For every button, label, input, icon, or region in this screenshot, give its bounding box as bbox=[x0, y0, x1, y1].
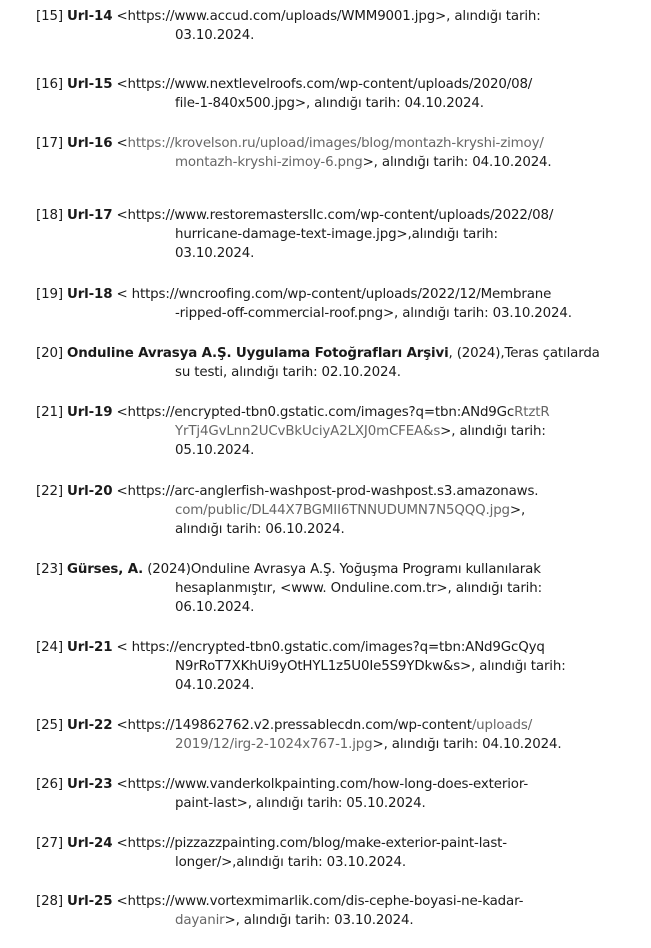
ref-url[interactable]: <https://www.nextlevelroofs.com/wp-content/uploads/2020/08/ bbox=[112, 77, 533, 92]
ref-text: >, alındığı tarih: 04.10.2024. bbox=[362, 155, 552, 170]
ref-url[interactable]: montazh-kryshi-zimoy-6.png bbox=[175, 155, 363, 170]
ref-label: Url-14 bbox=[67, 9, 113, 24]
ref-number: [22] bbox=[36, 484, 63, 499]
ref-label: Url-17 bbox=[67, 208, 113, 223]
ref-line: hurricane-damage-text-image.jpg>,alındığı tarih: bbox=[175, 227, 498, 242]
reference-entry bbox=[36, 638, 644, 695]
ref-url[interactable]: < https://wncroofing.com/wp-content/uploads/2022/12/Membrane bbox=[112, 287, 552, 302]
ref-number: [16] bbox=[36, 77, 63, 92]
ref-url[interactable]: <https://pizzazzpainting.com/blog/make-exterior-paint-last- bbox=[112, 836, 507, 851]
ref-label: Url-16 bbox=[67, 136, 113, 151]
ref-line: paint-last>, alındığı tarih: 05.10.2024. bbox=[175, 796, 426, 811]
ref-url[interactable]: <https://www.vanderkolkpainting.com/how-long-does-exterior- bbox=[112, 777, 529, 792]
ref-url[interactable]: dayanir bbox=[175, 913, 225, 928]
ref-line: 06.10.2024. bbox=[175, 600, 255, 615]
ref-url[interactable]: 2019/12/irg-2-1024x767-1.jpg bbox=[175, 737, 373, 752]
reference-entry bbox=[36, 403, 644, 460]
ref-label: Url-23 bbox=[67, 777, 113, 792]
ref-url[interactable]: YrTj4GvLnn2UCvBkUciyA2LXJ0mCFEA&s bbox=[175, 424, 441, 439]
ref-text: (2024)Onduline Avrasya A.Ş. Yoğuşma Programı kullanılarak bbox=[143, 562, 541, 577]
ref-number: [25] bbox=[36, 718, 63, 733]
reference-entry bbox=[36, 344, 644, 382]
ref-url[interactable]: /uploads/ bbox=[471, 718, 533, 733]
ref-number: [24] bbox=[36, 640, 63, 655]
ref-text: >, alındığı tarih: 04.10.2024. bbox=[372, 737, 562, 752]
ref-label: Url-19 bbox=[67, 405, 113, 420]
ref-text: >, bbox=[509, 503, 526, 518]
ref-url[interactable]: <https://www.restoremastersllc.com/wp-content/uploads/2022/08/ bbox=[112, 208, 554, 223]
reference-entry bbox=[36, 716, 644, 754]
reference-entry bbox=[36, 560, 644, 617]
ref-url[interactable]: RtztR bbox=[514, 405, 550, 420]
reference-entry bbox=[36, 892, 644, 930]
ref-text: , (2024),Teras çatılarda bbox=[448, 346, 600, 361]
reference-entry bbox=[36, 482, 644, 539]
ref-line: longer/>,alındığı tarih: 03.10.2024. bbox=[175, 855, 406, 870]
ref-number: [21] bbox=[36, 405, 63, 420]
reference-entry bbox=[36, 834, 644, 872]
reference-entry bbox=[36, 285, 644, 323]
ref-label: Url-25 bbox=[67, 894, 113, 909]
ref-label: Url-20 bbox=[67, 484, 113, 499]
ref-url[interactable]: <https://149862762.v2.pressablecdn.com/wp-content bbox=[112, 718, 472, 733]
ref-line: hesaplanmıştır, <www. Onduline.com.tr>, alındığı tarih: bbox=[175, 581, 542, 596]
reference-entry bbox=[36, 7, 644, 45]
ref-label: Url-15 bbox=[67, 77, 113, 92]
reference-entry bbox=[36, 134, 644, 172]
ref-text: >, alındığı tarih: bbox=[440, 424, 546, 439]
ref-number: [20] bbox=[36, 346, 63, 361]
ref-number: [28] bbox=[36, 894, 63, 909]
ref-line: 03.10.2024. bbox=[175, 246, 255, 261]
ref-url[interactable]: <https://www.vortexmimarlik.com/dis-cephe-boyasi-ne-kadar- bbox=[112, 894, 524, 909]
ref-number: [15] bbox=[36, 9, 63, 24]
ref-url[interactable]: <https://www.accud.com/uploads/WMM9001.jpg>, alındığı tarih: bbox=[112, 9, 541, 24]
reference-entry bbox=[36, 206, 644, 263]
ref-line: 03.10.2024. bbox=[175, 28, 255, 43]
ref-label: Url-24 bbox=[67, 836, 113, 851]
ref-number: [17] bbox=[36, 136, 63, 151]
ref-line: -ripped-off-commercial-roof.png>, alındığı tarih: 03.10.2024. bbox=[175, 306, 572, 321]
ref-label: Gürses, A. bbox=[67, 562, 144, 577]
ref-line: 04.10.2024. bbox=[175, 678, 255, 693]
ref-line: N9rRoT7XKhUi9yOtHYL1z5U0Ie5S9YDkw&s>, alındığı tarih: bbox=[175, 659, 566, 674]
reference-entry bbox=[36, 775, 644, 813]
ref-line: 05.10.2024. bbox=[175, 443, 255, 458]
ref-text: < bbox=[112, 136, 128, 151]
ref-number: [26] bbox=[36, 777, 63, 792]
ref-line: file-1-840x500.jpg>, alındığı tarih: 04.10.2024. bbox=[175, 96, 484, 111]
ref-line: alındığı tarih: 06.10.2024. bbox=[175, 522, 345, 537]
ref-label: Url-22 bbox=[67, 718, 113, 733]
ref-label: Onduline Avrasya A.Ş. Uygulama Fotoğrafları Arşivi bbox=[67, 346, 449, 361]
ref-number: [19] bbox=[36, 287, 63, 302]
ref-line: su testi, alındığı tarih: 02.10.2024. bbox=[175, 365, 401, 380]
ref-url[interactable]: <https://arc-anglerfish-washpost-prod-washpost.s3.amazonaws. bbox=[112, 484, 539, 499]
reference-entry bbox=[36, 75, 644, 113]
ref-url[interactable]: < https://encrypted-tbn0.gstatic.com/images?q=tbn:ANd9GcQyq bbox=[112, 640, 545, 655]
ref-url[interactable]: https://krovelson.ru/upload/images/blog/montazh-kryshi-zimoy/ bbox=[127, 136, 544, 151]
ref-label: Url-18 bbox=[67, 287, 113, 302]
ref-number: [27] bbox=[36, 836, 63, 851]
ref-url[interactable]: <https://encrypted-tbn0.gstatic.com/images?q=tbn:ANd9Gc bbox=[112, 405, 515, 420]
ref-url[interactable]: com/public/DL44X7BGMII6TNNUDUMN7N5QQQ.jpg bbox=[175, 503, 510, 518]
ref-label: Url-21 bbox=[67, 640, 113, 655]
ref-number: [18] bbox=[36, 208, 63, 223]
ref-number: [23] bbox=[36, 562, 63, 577]
ref-text: >, alındığı tarih: 03.10.2024. bbox=[224, 913, 414, 928]
